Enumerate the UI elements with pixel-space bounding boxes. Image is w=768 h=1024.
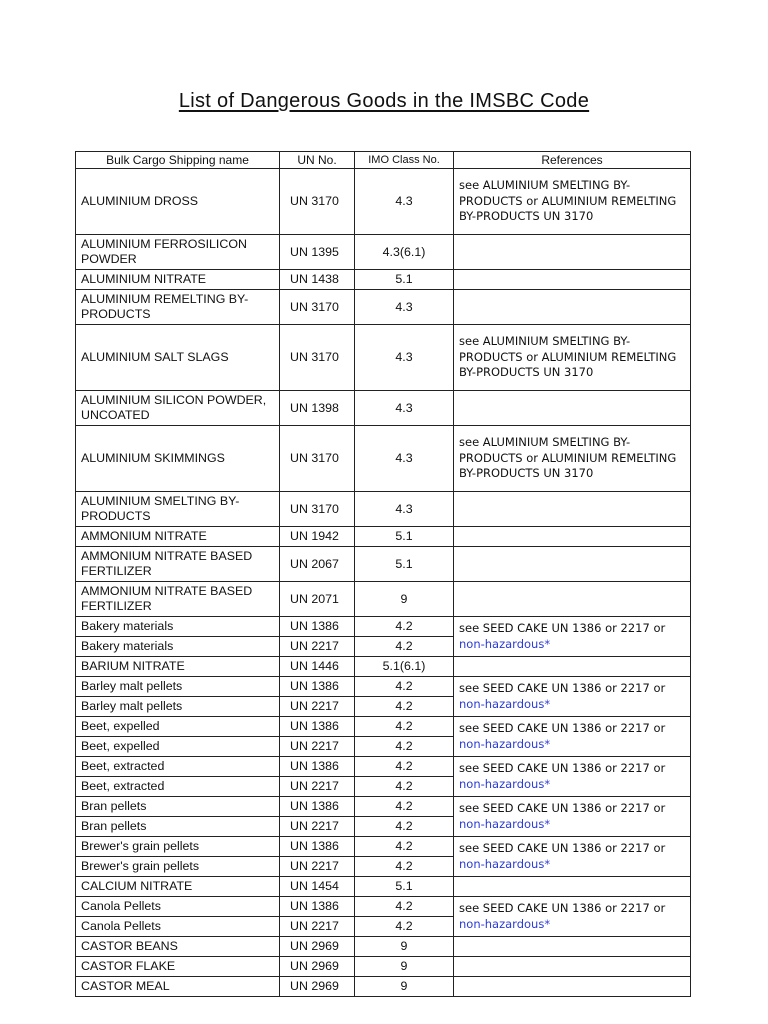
cell-class: 9 (355, 937, 454, 957)
cell-reference (454, 492, 691, 527)
table-row (76, 169, 691, 235)
cell-name: AMMONIUM NITRATE (76, 527, 280, 547)
cell-name: CASTOR BEANS (76, 937, 280, 957)
cell-reference (454, 657, 691, 677)
cell-class: 5.1 (355, 877, 454, 897)
cell-un: UN 2217 (280, 817, 355, 837)
reference-text: see SEED CAKE UN 1386 or 2217 or (459, 721, 666, 735)
cell-reference-seed-cake (454, 757, 691, 797)
cell-class: 4.2 (355, 817, 454, 837)
table-row (76, 270, 691, 290)
cell-un: UN 2067 (280, 547, 355, 582)
table-row (76, 937, 691, 957)
cell-un: UN 3170 (280, 290, 355, 325)
cell-reference-seed-cake (454, 897, 691, 937)
cell-name: ALUMINIUM SKIMMINGS (76, 426, 280, 492)
cell-class: 4.3 (355, 169, 454, 235)
table-row (76, 290, 691, 325)
table-row (76, 837, 691, 857)
non-hazardous-note: non-hazardous* (459, 696, 551, 711)
cell-class: 4.2 (355, 897, 454, 917)
dangerous-goods-table (75, 151, 691, 997)
cell-name: AMMONIUM NITRATE BASED FERTILIZER (76, 547, 280, 582)
cell-name: Brewer's grain pellets (76, 837, 280, 857)
table-row (76, 527, 691, 547)
non-hazardous-note: non-hazardous* (459, 856, 551, 871)
cell-name: CALCIUM NITRATE (76, 877, 280, 897)
cell-reference: see ALUMINIUM SMELTING BY-PRODUCTS or ALUMINIUM REMELTING BY-PRODUCTS UN 3170 (454, 426, 691, 492)
cell-class: 4.3 (355, 290, 454, 325)
table-row (76, 797, 691, 817)
cell-name: BARIUM NITRATE (76, 657, 280, 677)
cell-class: 4.2 (355, 717, 454, 737)
cell-reference (454, 977, 691, 997)
cell-reference (454, 582, 691, 617)
cell-un: UN 1398 (280, 391, 355, 426)
cell-reference (454, 937, 691, 957)
cell-reference (454, 391, 691, 426)
header-shipping-name: Bulk Cargo Shipping name (76, 152, 280, 169)
cell-un: UN 1454 (280, 877, 355, 897)
cell-name: ALUMINIUM SILICON POWDER, UNCOATED (76, 391, 280, 426)
cell-un: UN 3170 (280, 169, 355, 235)
table-row (76, 235, 691, 270)
cell-un: UN 3170 (280, 325, 355, 391)
cell-un: UN 1942 (280, 527, 355, 547)
cell-reference (454, 290, 691, 325)
header-un-no: UN No. (280, 152, 355, 169)
table-row (76, 617, 691, 637)
cell-un: UN 2217 (280, 777, 355, 797)
cell-reference: see ALUMINIUM SMELTING BY-PRODUCTS or ALUMINIUM REMELTING BY-PRODUCTS UN 3170 (454, 325, 691, 391)
cell-un: UN 2217 (280, 917, 355, 937)
cell-class: 4.2 (355, 777, 454, 797)
reference-text: see SEED CAKE UN 1386 or 2217 or (459, 681, 666, 695)
cell-name: Canola Pellets (76, 917, 280, 937)
table-row (76, 426, 691, 492)
table-row (76, 325, 691, 391)
cell-class: 4.2 (355, 697, 454, 717)
cell-reference (454, 527, 691, 547)
cell-name: CASTOR FLAKE (76, 957, 280, 977)
non-hazardous-note: non-hazardous* (459, 776, 551, 791)
cell-class: 4.3 (355, 325, 454, 391)
cell-un: UN 1438 (280, 270, 355, 290)
reference-text: see SEED CAKE UN 1386 or 2217 or (459, 901, 666, 915)
cell-un: UN 2217 (280, 637, 355, 657)
cell-name: Barley malt pellets (76, 677, 280, 697)
cell-name: Beet, extracted (76, 757, 280, 777)
cell-class: 5.1(6.1) (355, 657, 454, 677)
cell-name: ALUMINIUM FERROSILICON POWDER (76, 235, 280, 270)
page-title: List of Dangerous Goods in the IMSBC Code (178, 90, 590, 112)
cell-class: 5.1 (355, 547, 454, 582)
cell-class: 4.2 (355, 837, 454, 857)
cell-class: 4.3 (355, 492, 454, 527)
non-hazardous-note: non-hazardous* (459, 636, 551, 651)
cell-name: ALUMINIUM SMELTING BY-PRODUCTS (76, 492, 280, 527)
cell-class: 4.2 (355, 757, 454, 777)
cell-class: 4.3 (355, 391, 454, 426)
table-row (76, 492, 691, 527)
cell-class: 4.2 (355, 797, 454, 817)
reference-text: see SEED CAKE UN 1386 or 2217 or (459, 621, 666, 635)
cell-class: 4.2 (355, 857, 454, 877)
reference-text: see SEED CAKE UN 1386 or 2217 or (459, 761, 666, 775)
cell-un: UN 1446 (280, 657, 355, 677)
table-row (76, 717, 691, 737)
cell-name: ALUMINIUM REMELTING BY-PRODUCTS (76, 290, 280, 325)
cell-name: Brewer's grain pellets (76, 857, 280, 877)
non-hazardous-note: non-hazardous* (459, 816, 551, 831)
reference-text: see SEED CAKE UN 1386 or 2217 or (459, 801, 666, 815)
cell-un: UN 2217 (280, 697, 355, 717)
table-row (76, 391, 691, 426)
cell-class: 9 (355, 582, 454, 617)
cell-un: UN 1386 (280, 677, 355, 697)
table-row (76, 547, 691, 582)
cell-class: 5.1 (355, 270, 454, 290)
cell-class: 4.3 (355, 426, 454, 492)
non-hazardous-note: non-hazardous* (459, 736, 551, 751)
cell-reference (454, 235, 691, 270)
cell-reference-seed-cake (454, 617, 691, 657)
cell-name: Bran pellets (76, 797, 280, 817)
table-row (76, 677, 691, 697)
cell-un: UN 3170 (280, 426, 355, 492)
cell-un: UN 2969 (280, 977, 355, 997)
cell-class: 4.2 (355, 917, 454, 937)
cell-un: UN 1395 (280, 235, 355, 270)
table-row (76, 582, 691, 617)
cell-un: UN 2217 (280, 737, 355, 757)
cell-reference-seed-cake (454, 677, 691, 717)
cell-class: 4.2 (355, 617, 454, 637)
non-hazardous-note: non-hazardous* (459, 916, 551, 931)
cell-un: UN 1386 (280, 617, 355, 637)
cell-name: Beet, expelled (76, 717, 280, 737)
cell-un: UN 3170 (280, 492, 355, 527)
cell-reference (454, 270, 691, 290)
cell-class: 9 (355, 957, 454, 977)
table-row (76, 897, 691, 917)
header-imo-class: IMO Class No. (355, 152, 454, 169)
reference-text: see SEED CAKE UN 1386 or 2217 or (459, 841, 666, 855)
table-row (76, 877, 691, 897)
table-row (76, 957, 691, 977)
cell-un: UN 2969 (280, 937, 355, 957)
cell-class: 9 (355, 977, 454, 997)
cell-reference-seed-cake (454, 717, 691, 757)
cell-reference (454, 547, 691, 582)
cell-reference-seed-cake (454, 797, 691, 837)
cell-name: CASTOR MEAL (76, 977, 280, 997)
cell-un: UN 1386 (280, 897, 355, 917)
cell-name: Canola Pellets (76, 897, 280, 917)
header-references: References (454, 152, 691, 169)
cell-name: Beet, extracted (76, 777, 280, 797)
cell-class: 4.2 (355, 637, 454, 657)
cell-un: UN 1386 (280, 837, 355, 857)
cell-name: Bakery materials (76, 617, 280, 637)
cell-name: ALUMINIUM SALT SLAGS (76, 325, 280, 391)
cell-un: UN 1386 (280, 717, 355, 737)
cell-reference: see ALUMINIUM SMELTING BY-PRODUCTS or ALUMINIUM REMELTING BY-PRODUCTS UN 3170 (454, 169, 691, 235)
cell-reference (454, 957, 691, 977)
cell-un: UN 2969 (280, 957, 355, 977)
cell-un: UN 1386 (280, 757, 355, 777)
cell-name: Beet, expelled (76, 737, 280, 757)
table-row (76, 977, 691, 997)
cell-class: 5.1 (355, 527, 454, 547)
cell-un: UN 2071 (280, 582, 355, 617)
cell-class: 4.2 (355, 737, 454, 757)
table-row (76, 757, 691, 777)
cell-name: Bran pellets (76, 817, 280, 837)
cell-class: 4.3(6.1) (355, 235, 454, 270)
table-header-row (76, 152, 691, 169)
cell-un: UN 2217 (280, 857, 355, 877)
cell-class: 4.2 (355, 677, 454, 697)
cell-name: Barley malt pellets (76, 697, 280, 717)
cell-name: ALUMINIUM DROSS (76, 169, 280, 235)
cell-reference (454, 877, 691, 897)
cell-name: ALUMINIUM NITRATE (76, 270, 280, 290)
table-row (76, 657, 691, 677)
cell-name: AMMONIUM NITRATE BASED FERTILIZER (76, 582, 280, 617)
cell-un: UN 1386 (280, 797, 355, 817)
cell-reference-seed-cake (454, 837, 691, 877)
cell-name: Bakery materials (76, 637, 280, 657)
